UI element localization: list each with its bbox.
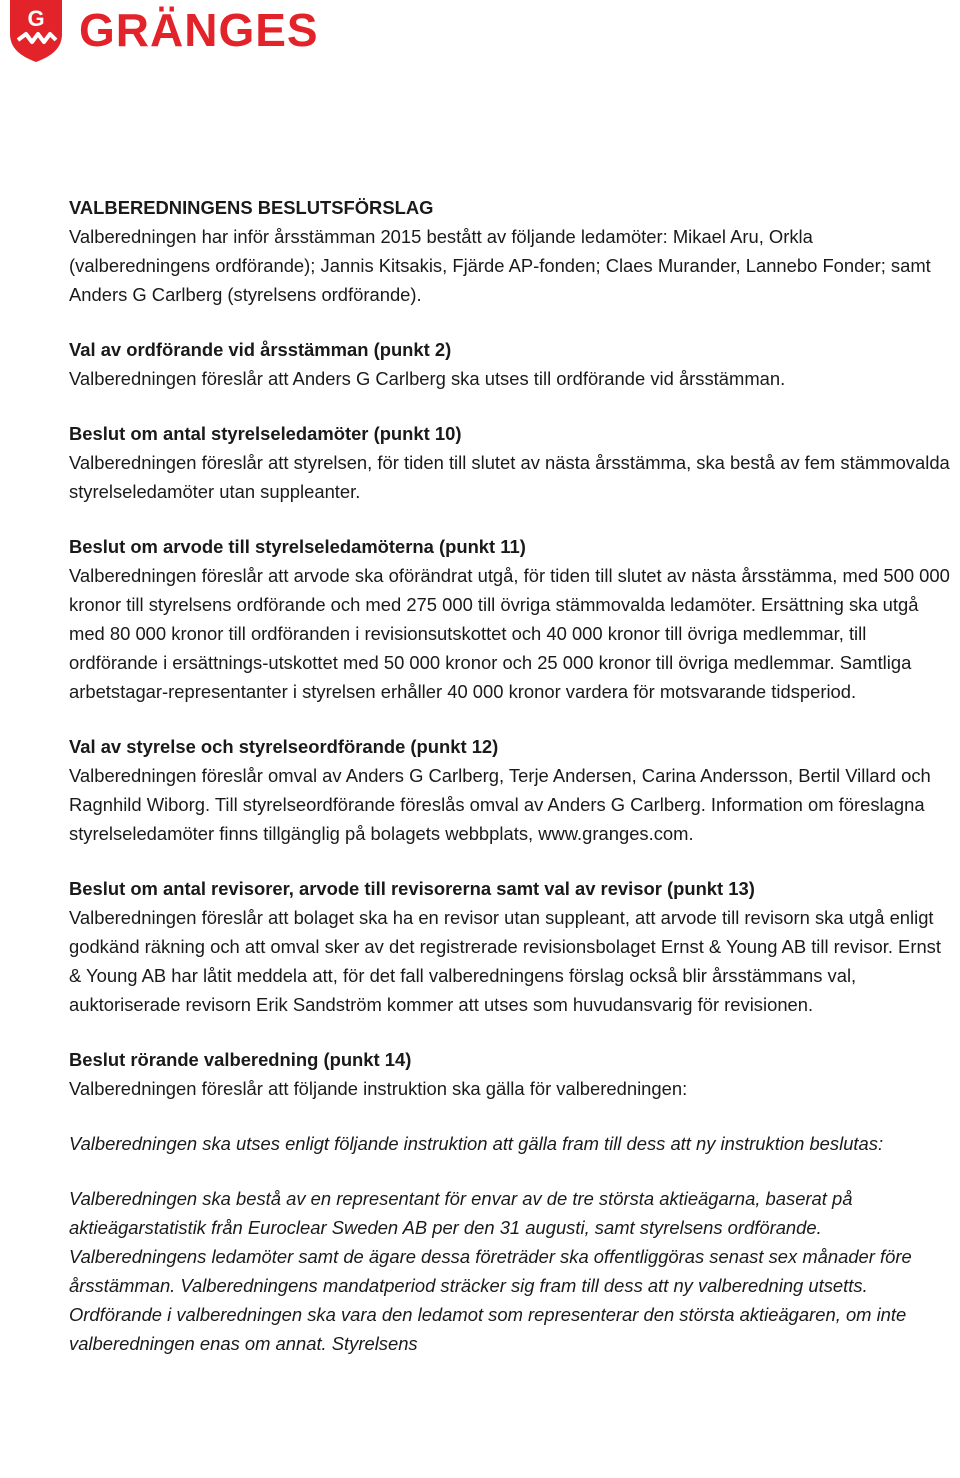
section-punkt-2	[69, 335, 953, 393]
granges-shield-icon	[8, 0, 64, 62]
instruction-intro: Valberedningen ska utses enligt följande instruktion att gälla fram till dess att ny instruktion beslutas:	[69, 1133, 884, 1154]
section-punkt-11	[69, 532, 953, 706]
section-body: Valberedningen föreslår att bolaget ska ha en revisor utan suppleant, att arvode till revisorn ska utgå enligt godkänd räkning och att omval sker av det registrerade revisionsbolaget Ernst & Young AB till revisor. Ernst & Young AB har låtit meddela att, för det fall valberedningens förslag också blir årsstämmans val, auktoriserade revisorn Erik Sandström kommer att utses som huvudansvarig för revisionen.	[69, 907, 941, 1015]
section-heading: Val av ordförande vid årsstämman (punkt 2)	[69, 339, 452, 360]
section-body: Valberedningen föreslår att styrelsen, för tiden till slutet av nästa årsstämma, ska bestå av fem stämmovalda styrelseledamöter utan suppleanter.	[69, 452, 950, 502]
granges-logo	[8, 0, 64, 62]
section-heading: Val av styrelse och styrelseordförande (punkt 12)	[69, 736, 499, 757]
section-heading: Beslut om antal styrelseledamöter (punkt 10)	[69, 423, 462, 444]
instruction-text: Valberedningen ska bestå av en representant för envar av de tre största aktieägarna, baserat på aktieägarstatistik från Euroclear Sweden AB per den 31 augusti, samt styrelsens ordförande. Valberedningens ledamöter samt de ägare dessa företräder ska offentliggöras senast sex månader före årsstämman. Valberedningens mandatperiod sträcker sig fram till dess att ny valberedning utsetts. Ordförande i valberedningen ska vara den ledamot som representerar den största aktieägaren, om inte valberedningen enas om annat. Styrelsens	[69, 1188, 912, 1354]
section-heading: Beslut om arvode till styrelseledamöterna (punkt 11)	[69, 536, 526, 557]
intro-text: Valberedningen har inför årsstämman 2015 bestått av följande ledamöter: Mikael Aru, Orkla (valberedningens ordförande); Jannis Kitsakis, Fjärde AP-fonden; Claes Murander, Lannebo Fonder; samt Anders G Carlberg (styrelsens ordförande).	[69, 226, 931, 305]
section-body: Valberedningen föreslår omval av Anders G Carlberg, Terje Andersen, Carina Andersson, Bertil Villard och Ragnhild Wiborg. Till styrelseordförande föreslås omval av Anders G Carlberg. Information om föreslagna styrelseledamöter finns tillgänglig på bolagets webbplats, www.granges.com.	[69, 765, 931, 844]
document-title: VALBEREDNINGENS BESLUTSFÖRSLAG	[69, 197, 434, 218]
intro-section	[69, 193, 953, 309]
section-punkt-14	[69, 1045, 953, 1103]
section-body: Valberedningen föreslår att Anders G Carlberg ska utses till ordförande vid årsstämman.	[69, 368, 786, 389]
section-body: Valberedningen föreslår att arvode ska oförändrat utgå, för tiden till slutet av nästa årsstämma, med 500 000 kronor till styrelsens ordförande och med 275 000 till övriga stämmovalda ledamöter. Ersättning ska utgå med 80 000 kronor till ordföranden i revisionsutskottet och 40 000 kronor till övriga medlemmar, till ordförande i ersättnings-utskottet med 50 000 kronor och 25 000 kronor till övriga medlemmar. Samtliga arbetstagar-representanter i styrelsen erhåller 40 000 kronor vardera för motsvarande tidsperiod.	[69, 565, 950, 702]
section-punkt-10	[69, 419, 953, 506]
section-body: Valberedningen föreslår att följande instruktion ska gälla för valberedningen:	[69, 1078, 688, 1099]
section-punkt-13	[69, 874, 953, 1019]
section-punkt-12	[69, 732, 953, 848]
document-body	[69, 193, 953, 1384]
brand-wordmark: GRÄNGES	[79, 4, 319, 56]
section-heading: Beslut rörande valberedning (punkt 14)	[69, 1049, 412, 1070]
section-heading: Beslut om antal revisorer, arvode till revisorerna samt val av revisor (punkt 13)	[69, 878, 755, 899]
logo-letter: G	[27, 6, 45, 31]
